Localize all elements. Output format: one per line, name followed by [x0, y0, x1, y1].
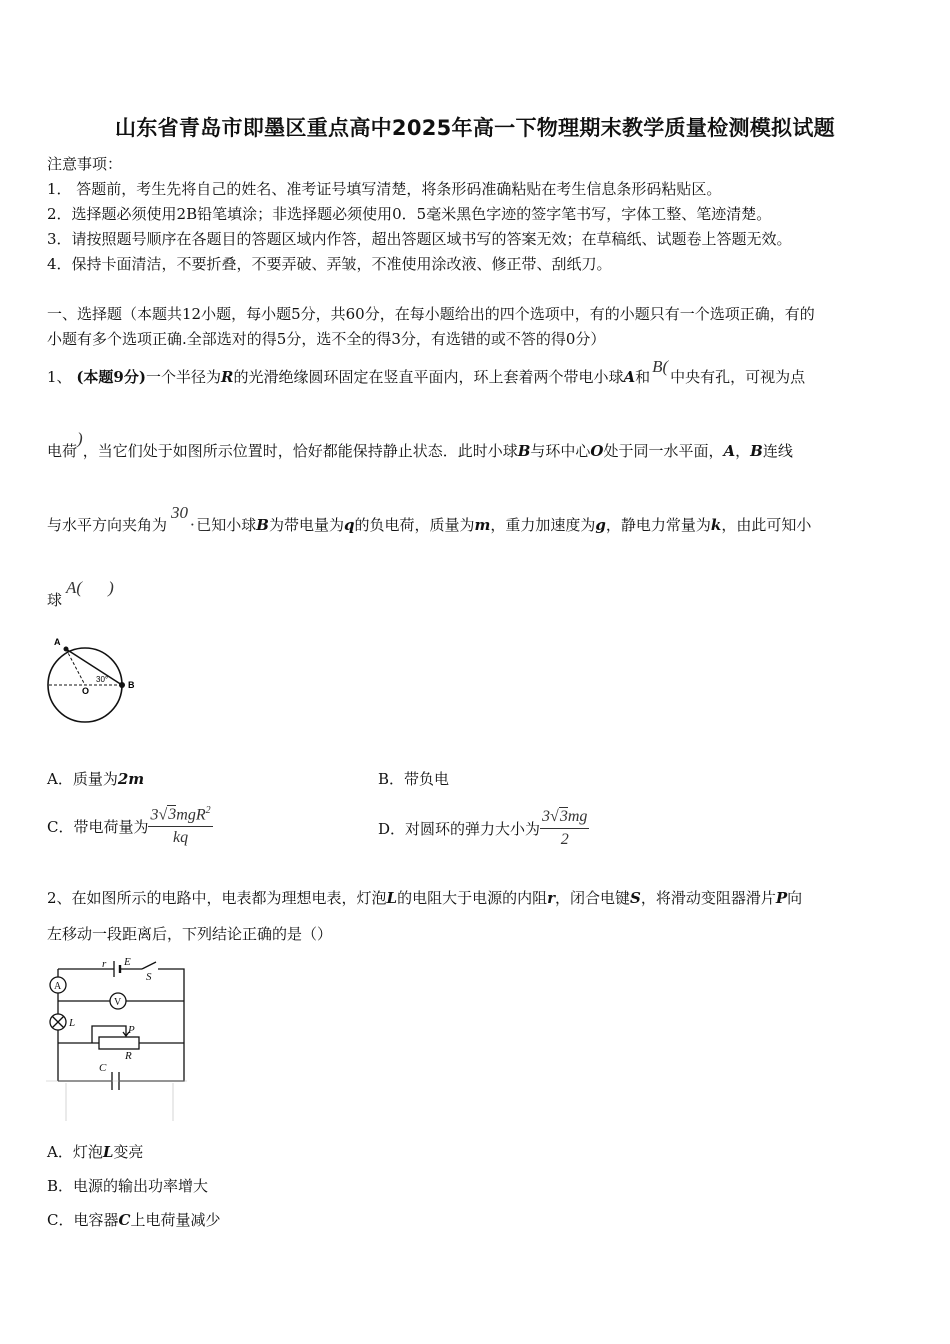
option-a-label: A．质量为 [47, 770, 118, 788]
label-E: E [124, 956, 131, 968]
var-L: L [102, 1143, 114, 1161]
label-O: O [82, 686, 90, 696]
var-B: B [256, 516, 269, 534]
option-d-label: D．对圆环的弹力大小为 [378, 820, 541, 838]
var-L: L [386, 889, 398, 907]
notice-item-4: 4．保持卡面清洁，不要折叠，不要弄破、弄皱，不准使用涂改液、修正带、刮纸刀。 [47, 255, 612, 273]
notice-heading: 注意事项： [47, 155, 123, 173]
q2-option-a [47, 1141, 143, 1162]
var-r: r [547, 889, 556, 907]
q2-line1 [47, 887, 802, 908]
q1-text: 已知小球 [196, 516, 257, 534]
q2-text: ，将滑动变阻器滑片 [640, 889, 776, 907]
math-angle: 30 [171, 503, 189, 522]
q2-text: ，闭合电键 [555, 889, 631, 907]
q1-text: 的光滑绝缘圆环固定在竖直平面内，环上套着两个带电小球 [233, 368, 624, 386]
math-dot: · [190, 515, 195, 534]
q1-option-b: B．带负电 [378, 770, 450, 788]
coef: 3 [150, 806, 159, 824]
radicand: 3 [559, 808, 568, 825]
option-c-label: C．带电荷量为 [47, 817, 149, 836]
num-rest: mgR [176, 806, 206, 824]
q1-line4 [47, 578, 114, 610]
q1-text: 的负电荷，质量为 [354, 516, 475, 534]
q1-score: (本题9分) [76, 368, 146, 386]
q2-option-b: B．电源的输出功率增大 [47, 1177, 209, 1195]
q2-text: 的电阻大于电源的内阻 [397, 889, 548, 907]
label-V: V [114, 997, 122, 1008]
q1-text: 一个半径为 [145, 368, 221, 386]
num-rest: mg [567, 808, 588, 825]
math-paren: ) [108, 578, 114, 597]
q1-text: 与水平方向夹角为 [47, 516, 168, 534]
var-q: q [343, 516, 355, 534]
q1-text: 为带电量为 [268, 516, 344, 534]
q2-circuit-figure [44, 955, 189, 1123]
fraction-numerator: 3√3mgR$^2$ [148, 805, 212, 827]
var-B: B [517, 442, 531, 460]
var-S: S [630, 889, 641, 907]
notice-item-2: 2．选择题必须使用2B铅笔填涂；非选择题必须使用0．5毫米黑色字迹的签字笔书写，字体工整、笔迹清楚。 [47, 205, 772, 223]
section1-heading-line1: 一、选择题（本题共12小题，每小题5分，共60分，在每小题给出的四个选项中，有的小题只有一个选项正确，有的 [47, 305, 815, 323]
q1-text: ，静电力常量为 [605, 516, 711, 534]
option-c-text: 上电荷量减少 [130, 1211, 221, 1229]
wire-top-right [158, 969, 184, 1043]
label-B: B [128, 680, 135, 690]
q1-text: 处于同一水平面， [603, 442, 724, 460]
q2-option-c [47, 1209, 220, 1230]
q1-text: 中央有孔，可视为点 [670, 368, 806, 386]
q1-text: 电荷 [47, 442, 78, 460]
fraction-numerator: 3√3mg [540, 808, 589, 829]
var-C: C [118, 1211, 131, 1229]
q1-text: 球 [47, 591, 63, 609]
rheostat-body [99, 1037, 139, 1049]
line-AB [66, 649, 122, 685]
label-A: A [54, 637, 61, 647]
q2-text: 向 [787, 889, 803, 907]
q2-text: 2、在如图所示的电路中，电表都为理想电表，灯泡 [47, 889, 387, 907]
q1-text: ， [735, 442, 751, 460]
coef: 3 [542, 808, 551, 825]
option-d-fraction [540, 808, 589, 849]
q1-text: 连线 [762, 442, 793, 460]
ball-B [119, 682, 125, 688]
label-angle: 30° [96, 675, 109, 684]
var-A: A [723, 442, 736, 460]
switch-blade [142, 962, 156, 969]
label-P: P [128, 1024, 135, 1036]
q1-option-c [47, 805, 213, 847]
fraction-denominator: kq [172, 829, 189, 847]
q1-line1 [47, 357, 806, 387]
option-a-text: 变亮 [113, 1143, 144, 1161]
label-R: R [125, 1050, 132, 1062]
ball-A [64, 647, 69, 652]
q1-text: 和 [635, 368, 651, 386]
var-k: k [710, 516, 722, 534]
slider-wire [92, 1026, 126, 1043]
var-B: B [750, 442, 763, 460]
var-P: P [775, 889, 788, 907]
option-c-fraction [148, 805, 212, 847]
label-r: r [102, 958, 107, 970]
option-c-label: C．电容器 [47, 1211, 119, 1229]
section1-heading-line2: 小题有多个选项正确.全部选对的得5分，选不全的得3分，有选错的或不答的得0分） [47, 330, 606, 348]
label-A: A [54, 981, 62, 992]
option-a-label: A．灯泡 [47, 1143, 103, 1161]
q1-text: ，重力加速度为 [490, 516, 596, 534]
notice-item-1: 1． 答题前，考生先将自己的姓名、准考证号填写清楚，将条形码准确粘贴在考生信息条形码粘贴区。 [47, 180, 722, 198]
q1-circle-figure [44, 630, 144, 730]
q1-option-d [378, 808, 589, 849]
fraction-denominator: 2 [560, 831, 569, 848]
notice-item-3: 3．请按照题号顺序在各题目的答题区域内作答，超出答题区域书写的答案无效；在草稿纸、试题卷上答题无效。 [47, 230, 792, 248]
label-C: C [99, 1062, 107, 1074]
option-a-value: 2m [117, 770, 145, 788]
q1-option-a [47, 768, 144, 789]
var-m: m [474, 516, 491, 534]
q1-line3 [47, 503, 812, 535]
var-g: g [595, 516, 606, 534]
q1-text: ，由此可知小 [721, 516, 812, 534]
q1-number: 1、 [47, 368, 72, 386]
label-L: L [69, 1017, 76, 1029]
q1-line2 [47, 429, 793, 461]
radicand: 3 [168, 806, 177, 824]
superscript: 2 [205, 805, 211, 816]
label-S: S [146, 971, 152, 983]
q1-text: ，当它们处于如图所示位置时，恰好都能保持静止状态．此时小球 [82, 442, 518, 460]
math-B: B( [652, 357, 669, 376]
var-R: R [220, 368, 234, 386]
math-paren: ) [77, 429, 83, 448]
page-title: 山东省青岛市即墨区重点高中2025年高一下物理期末教学质量检测模拟试题 [115, 116, 835, 140]
var-O: O [590, 442, 604, 460]
var-A: A [623, 368, 636, 386]
q1-text: 与环中心 [530, 442, 591, 460]
q2-line2: 左移动一段距离后，下列结论正确的是（） [47, 925, 333, 943]
math-A: A( [66, 578, 83, 597]
